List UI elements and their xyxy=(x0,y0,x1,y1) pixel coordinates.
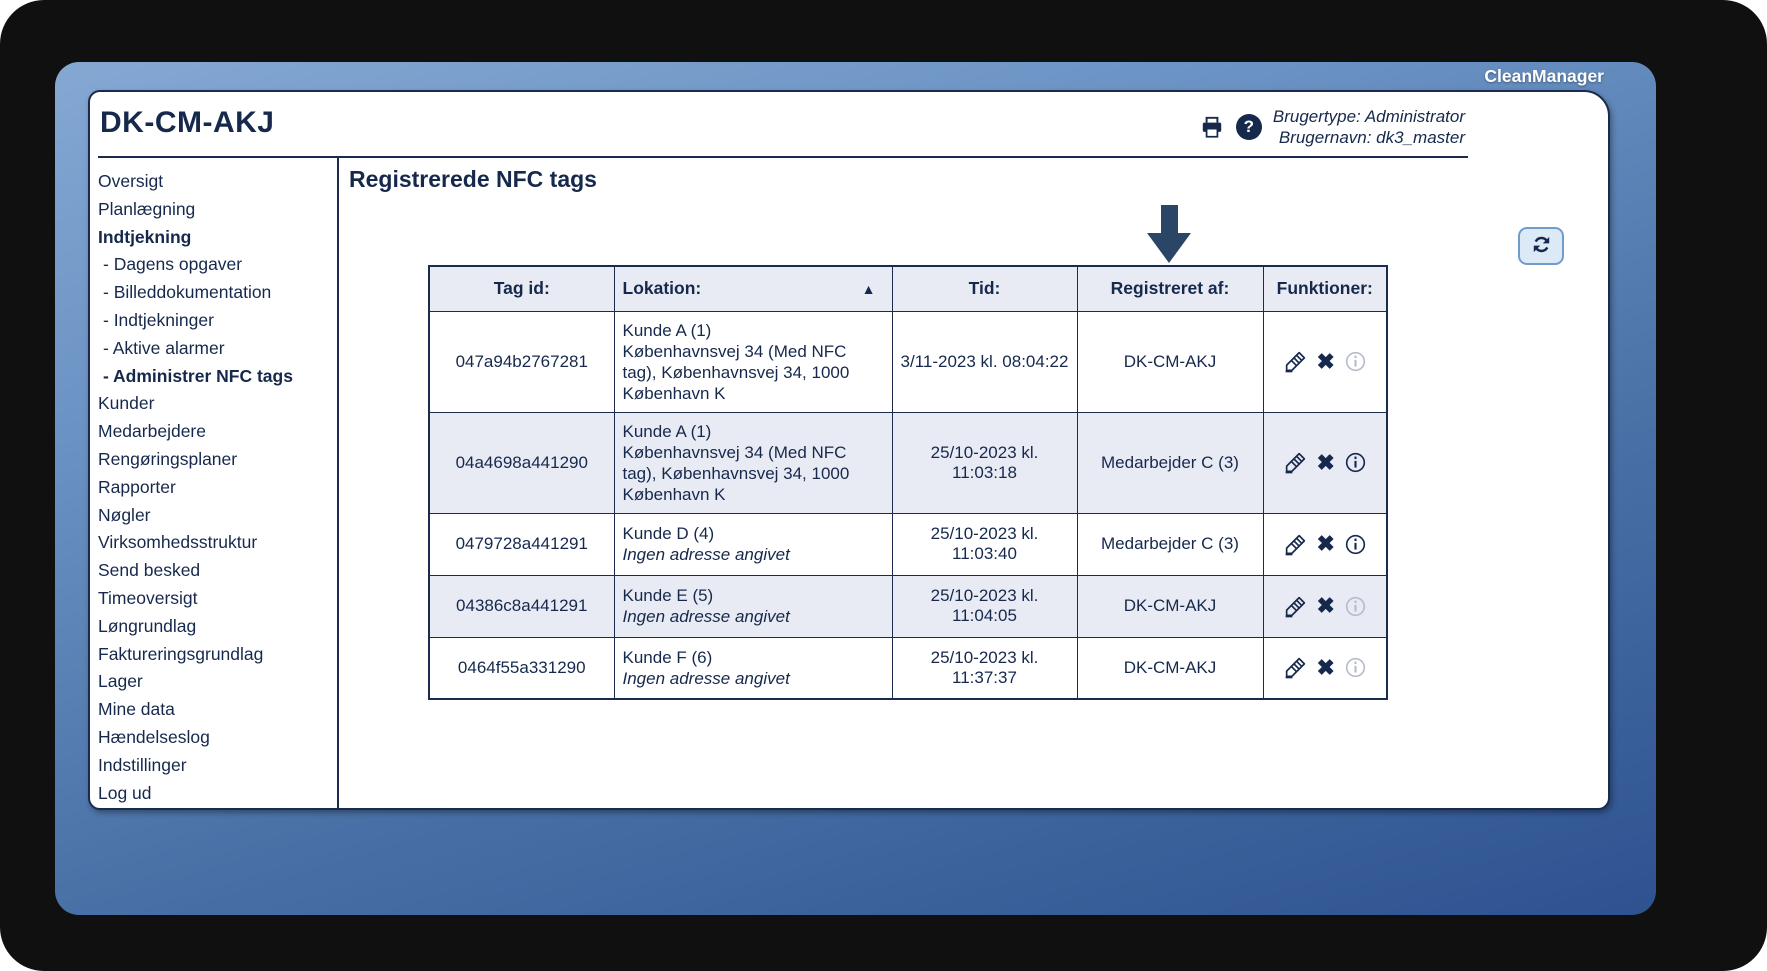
functions-cell xyxy=(1263,575,1387,637)
table-row xyxy=(429,412,1387,513)
registered-by-cell: DK-CM-AKJ xyxy=(1077,575,1263,637)
sidebar-item-billeddokumentation[interactable]: - Billeddokumentation xyxy=(103,282,272,303)
col-header-lokation[interactable] xyxy=(614,266,892,311)
nfc-tags-table xyxy=(428,265,1388,700)
time-cell: 25/10-2023 kl. 11:03:40 xyxy=(892,513,1077,575)
info-icon[interactable] xyxy=(1344,656,1367,679)
location-name: Kunde A (1) xyxy=(622,421,712,441)
table-toolbar xyxy=(349,193,1608,265)
table-row xyxy=(429,311,1387,412)
printer-icon[interactable] xyxy=(1199,114,1225,140)
table-header-row xyxy=(429,266,1387,311)
table-row xyxy=(429,513,1387,575)
sidebar-item-rapporter[interactable]: Rapporter xyxy=(98,476,176,497)
tag-id-cell: 0464f55a331290 xyxy=(429,637,614,699)
sidebar-item-mine-data[interactable]: Mine data xyxy=(98,699,175,720)
registered-by-cell: Medarbejder C (3) xyxy=(1077,513,1263,575)
time-cell: 25/10-2023 kl. 11:03:18 xyxy=(892,412,1077,513)
refresh-button[interactable] xyxy=(1518,227,1564,265)
functions-cell xyxy=(1263,311,1387,412)
sidebar-item-virksomhedsstruktur[interactable]: Virksomhedsstruktur xyxy=(98,532,258,553)
delete-icon[interactable]: ✖ xyxy=(1316,531,1335,556)
location-cell xyxy=(614,637,892,699)
registered-by-cell: Medarbejder C (3) xyxy=(1077,412,1263,513)
col-header-tid: Tid: xyxy=(892,266,1077,311)
app-background xyxy=(55,62,1656,915)
col-header-registreret-af: Registreret af: xyxy=(1077,266,1263,311)
tag-id-cell: 04a4698a441290 xyxy=(429,412,614,513)
sidebar-item-indstillinger[interactable]: Indstillinger xyxy=(98,754,187,775)
info-icon[interactable] xyxy=(1344,595,1367,618)
tag-id-cell: 047a94b2767281 xyxy=(429,311,614,412)
page-title: DK-CM-AKJ xyxy=(100,106,275,139)
location-cell xyxy=(614,575,892,637)
sidebar-item-planlaegning[interactable]: Planlægning xyxy=(98,198,196,219)
registered-by-cell: DK-CM-AKJ xyxy=(1077,637,1263,699)
location-name: Kunde E (5) xyxy=(622,586,714,605)
header-actions xyxy=(1199,106,1465,148)
sidebar-item-dagens-opgaver[interactable]: - Dagens opgaver xyxy=(103,254,243,275)
sidebar-item-timeoversigt[interactable]: Timeoversigt xyxy=(98,587,198,608)
location-address: Ingen adresse angivet xyxy=(622,668,790,688)
sidebar-nav xyxy=(90,158,339,810)
edit-icon[interactable] xyxy=(1283,655,1308,680)
user-name-label: Brugernavn: dk3_master xyxy=(1278,128,1465,147)
window-header xyxy=(90,92,1608,156)
sidebar-item-send-besked[interactable]: Send besked xyxy=(98,560,201,581)
time-cell: 25/10-2023 kl. 11:04:05 xyxy=(892,575,1077,637)
location-address: Ingen adresse angivet xyxy=(622,545,790,564)
delete-icon[interactable]: ✖ xyxy=(1316,654,1335,680)
location-address: Ingen adresse angivet xyxy=(622,607,790,626)
brand-logo: CleanManager xyxy=(1484,66,1604,86)
delete-icon[interactable]: ✖ xyxy=(1316,593,1335,618)
table-row xyxy=(429,575,1387,637)
delete-icon[interactable]: ✖ xyxy=(1316,449,1335,475)
functions-cell xyxy=(1263,637,1387,699)
sidebar-item-faktureringsgrundlag[interactable]: Faktureringsgrundlag xyxy=(98,643,264,664)
edit-icon[interactable] xyxy=(1283,450,1308,475)
location-cell xyxy=(614,412,892,513)
app-window xyxy=(88,90,1610,810)
sidebar-item-oversigt[interactable]: Oversigt xyxy=(98,171,164,191)
sidebar-item-medarbejdere[interactable]: Medarbejdere xyxy=(98,421,206,442)
col-header-tag-id: Tag id: xyxy=(429,266,614,311)
location-address: Københavnsvej 34 (Med NFC tag), Københavnsvej 34, 1000 København K xyxy=(622,341,850,403)
info-icon[interactable] xyxy=(1344,533,1367,556)
edit-icon[interactable] xyxy=(1283,532,1308,557)
location-name: Kunde D (4) xyxy=(622,524,715,543)
info-icon[interactable] xyxy=(1344,451,1367,474)
col-header-lokation-label: Lokation: xyxy=(622,278,702,299)
edit-icon[interactable] xyxy=(1283,594,1308,619)
table-row xyxy=(429,637,1387,699)
registered-by-cell: DK-CM-AKJ xyxy=(1077,311,1263,412)
edit-icon[interactable] xyxy=(1283,349,1308,374)
sidebar-item-administrer-nfc-tags[interactable]: - Administrer NFC tags xyxy=(103,365,293,386)
sidebar-item-log-ud[interactable]: Log ud xyxy=(98,782,152,803)
sidebar-item-lager[interactable]: Lager xyxy=(98,671,143,692)
help-icon[interactable]: ? xyxy=(1236,114,1262,140)
main-content xyxy=(339,158,1608,810)
sidebar-item-kunder[interactable]: Kunder xyxy=(98,393,155,414)
tag-id-cell: 0479728a441291 xyxy=(429,513,614,575)
sidebar-item-noegler[interactable]: Nøgler xyxy=(98,504,151,525)
sidebar-item-indtjekning[interactable]: Indtjekning xyxy=(98,226,192,247)
time-cell: 25/10-2023 kl. 11:37:37 xyxy=(892,637,1077,699)
location-name: Kunde F (6) xyxy=(622,647,713,667)
tag-id-cell: 04386c8a441291 xyxy=(429,575,614,637)
sidebar-item-loengrundlag[interactable]: Løngrundlag xyxy=(98,615,197,636)
refresh-icon xyxy=(1529,232,1554,260)
info-icon[interactable] xyxy=(1344,350,1367,373)
time-cell: 3/11-2023 kl. 08:04:22 xyxy=(892,311,1077,412)
user-type-label: Brugertype: Administrator xyxy=(1272,107,1465,126)
location-address: Københavnsvej 34 (Med NFC tag), Københavnsvej 34, 1000 København K xyxy=(622,442,850,504)
functions-cell xyxy=(1263,412,1387,513)
sidebar-item-indtjekninger[interactable]: - Indtjekninger xyxy=(103,309,214,330)
location-cell xyxy=(614,513,892,575)
location-cell xyxy=(614,311,892,412)
down-arrow-annotation xyxy=(1147,205,1191,263)
location-name: Kunde A (1) xyxy=(622,320,712,340)
section-title: Registrerede NFC tags xyxy=(349,166,597,192)
sidebar-item-aktive-alarmer[interactable]: - Aktive alarmer xyxy=(103,337,225,358)
sidebar-item-rengoeringsplaner[interactable]: Rengøringsplaner xyxy=(98,448,238,469)
delete-icon[interactable]: ✖ xyxy=(1316,348,1335,374)
sidebar-item-haendelseslog[interactable]: Hændelseslog xyxy=(98,726,210,747)
col-header-funktioner: Funktioner: xyxy=(1263,266,1387,311)
functions-cell xyxy=(1263,513,1387,575)
sort-asc-icon[interactable]: ▲ xyxy=(861,280,876,297)
user-info xyxy=(1273,106,1465,148)
